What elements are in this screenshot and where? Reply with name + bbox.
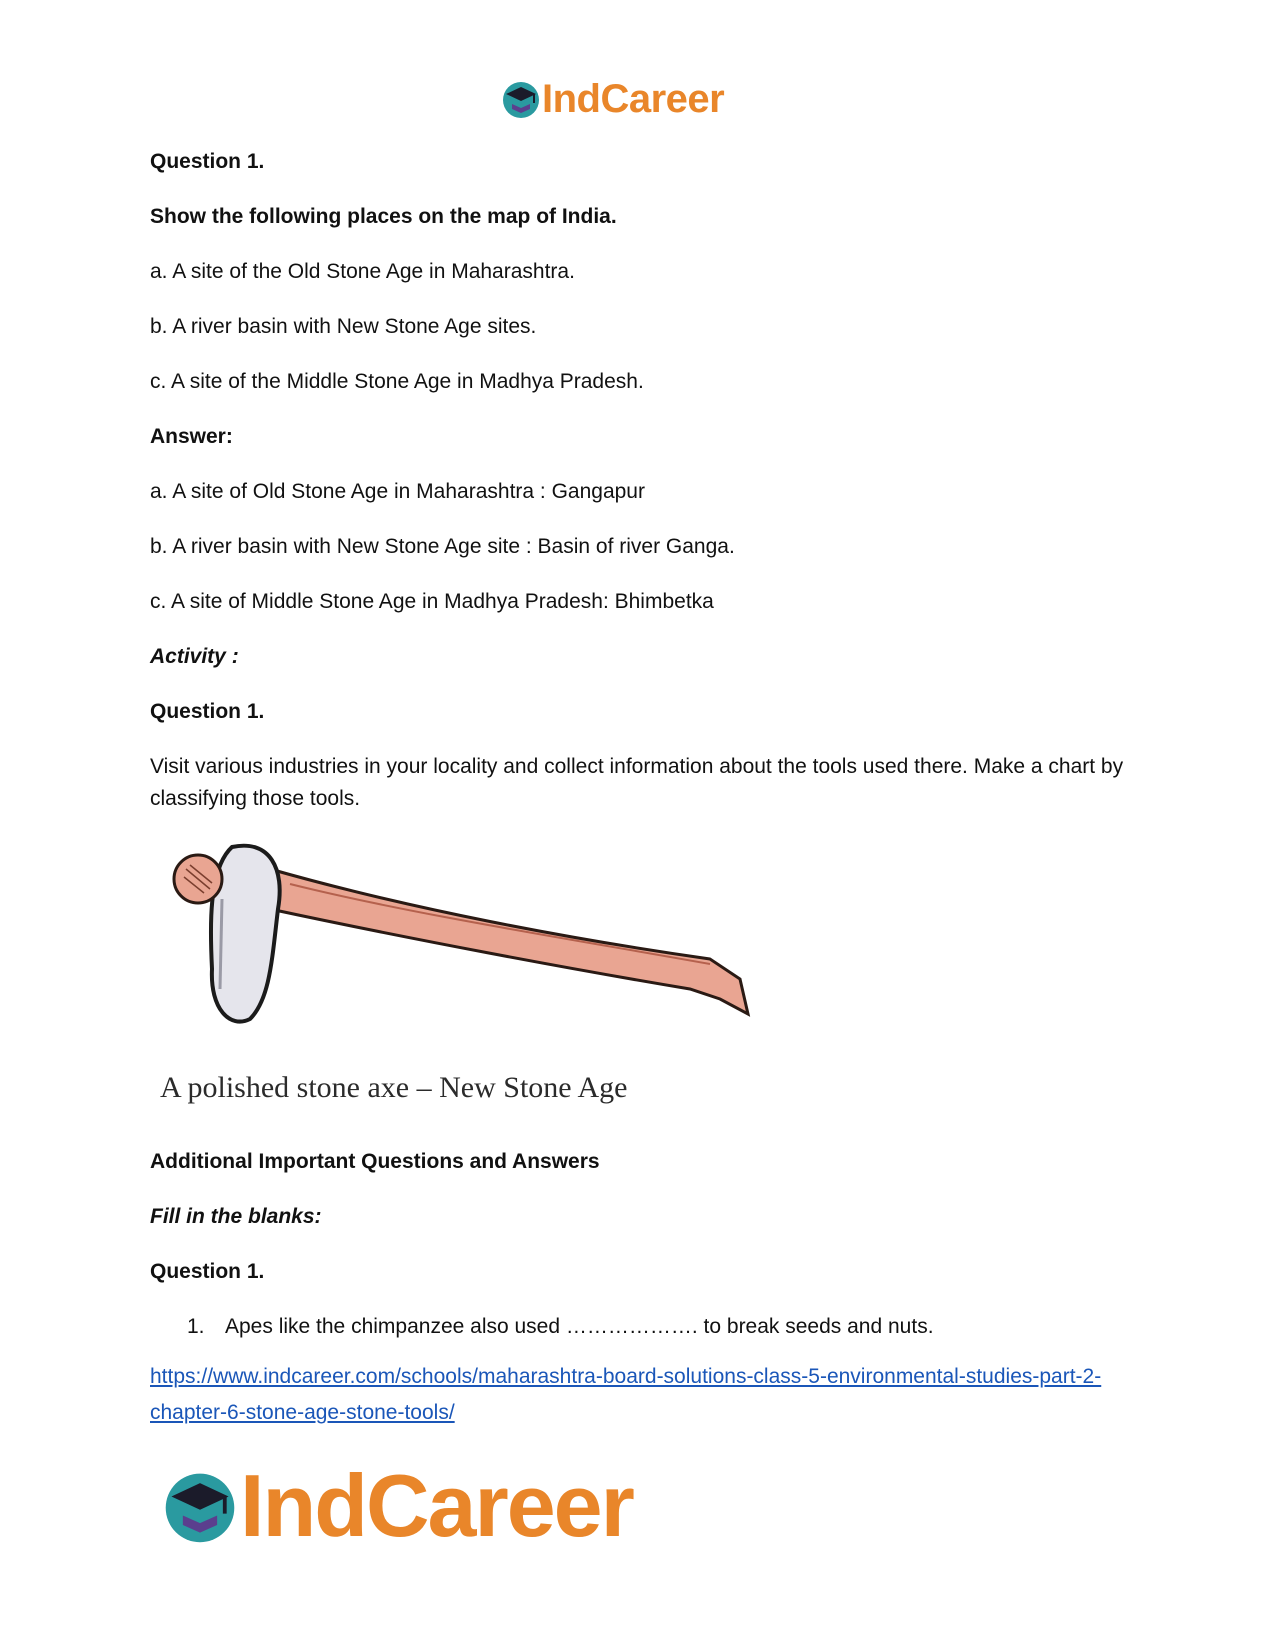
activity-label: Activity : [150, 645, 239, 668]
figure-caption: A polished stone axe – New Stone Age [160, 1071, 628, 1104]
list-number: 1. [187, 1315, 205, 1338]
list-text: Apes like the chimpanzee also used ………………. to break seeds and nuts. [225, 1315, 934, 1338]
graduate-cap-icon [160, 1466, 240, 1546]
question-item: a. A site of the Old Stone Age in Maharashtra. [150, 260, 575, 283]
activity-text: Visit various industries in your locality and collect information about the tools used there. Make a chart by classifying those tools. [150, 755, 1124, 810]
question-label: Question 1. [150, 150, 265, 173]
question-prompt: Show the following places on the map of India. [150, 205, 617, 228]
answer-label: Answer: [150, 425, 233, 448]
section-heading: Additional Important Questions and Answers [150, 1150, 600, 1173]
header-logo [500, 78, 724, 120]
list-item [150, 1311, 1130, 1343]
fill-blanks-question-label: Question 1. [150, 1260, 265, 1283]
logo-text: IndCareer [240, 1456, 633, 1555]
footer-logo [160, 1456, 633, 1555]
stone-axe-illustration [150, 829, 790, 1059]
source-link[interactable]: https://www.indcareer.com/schools/maharashtra-board-solutions-class-5-environmental-studies-part-2-chapter-6-stone-age-stone-tools/ [150, 1365, 1102, 1424]
activity-question-label: Question 1. [150, 700, 265, 723]
answer-item: c. A site of Middle Stone Age in Madhya Pradesh: Bhimbetka [150, 590, 714, 613]
fill-blanks-label: Fill in the blanks: [150, 1205, 322, 1228]
logo-text: IndCareer [542, 77, 725, 121]
graduate-cap-icon [500, 78, 542, 120]
answer-item: b. A river basin with New Stone Age site : Basin of river Ganga. [150, 535, 735, 558]
answer-item: a. A site of Old Stone Age in Maharashtra : Gangapur [150, 480, 645, 503]
question-item: c. A site of the Middle Stone Age in Madhya Pradesh. [150, 370, 644, 393]
document-body [150, 146, 1130, 1431]
question-item: b. A river basin with New Stone Age sites. [150, 315, 537, 338]
